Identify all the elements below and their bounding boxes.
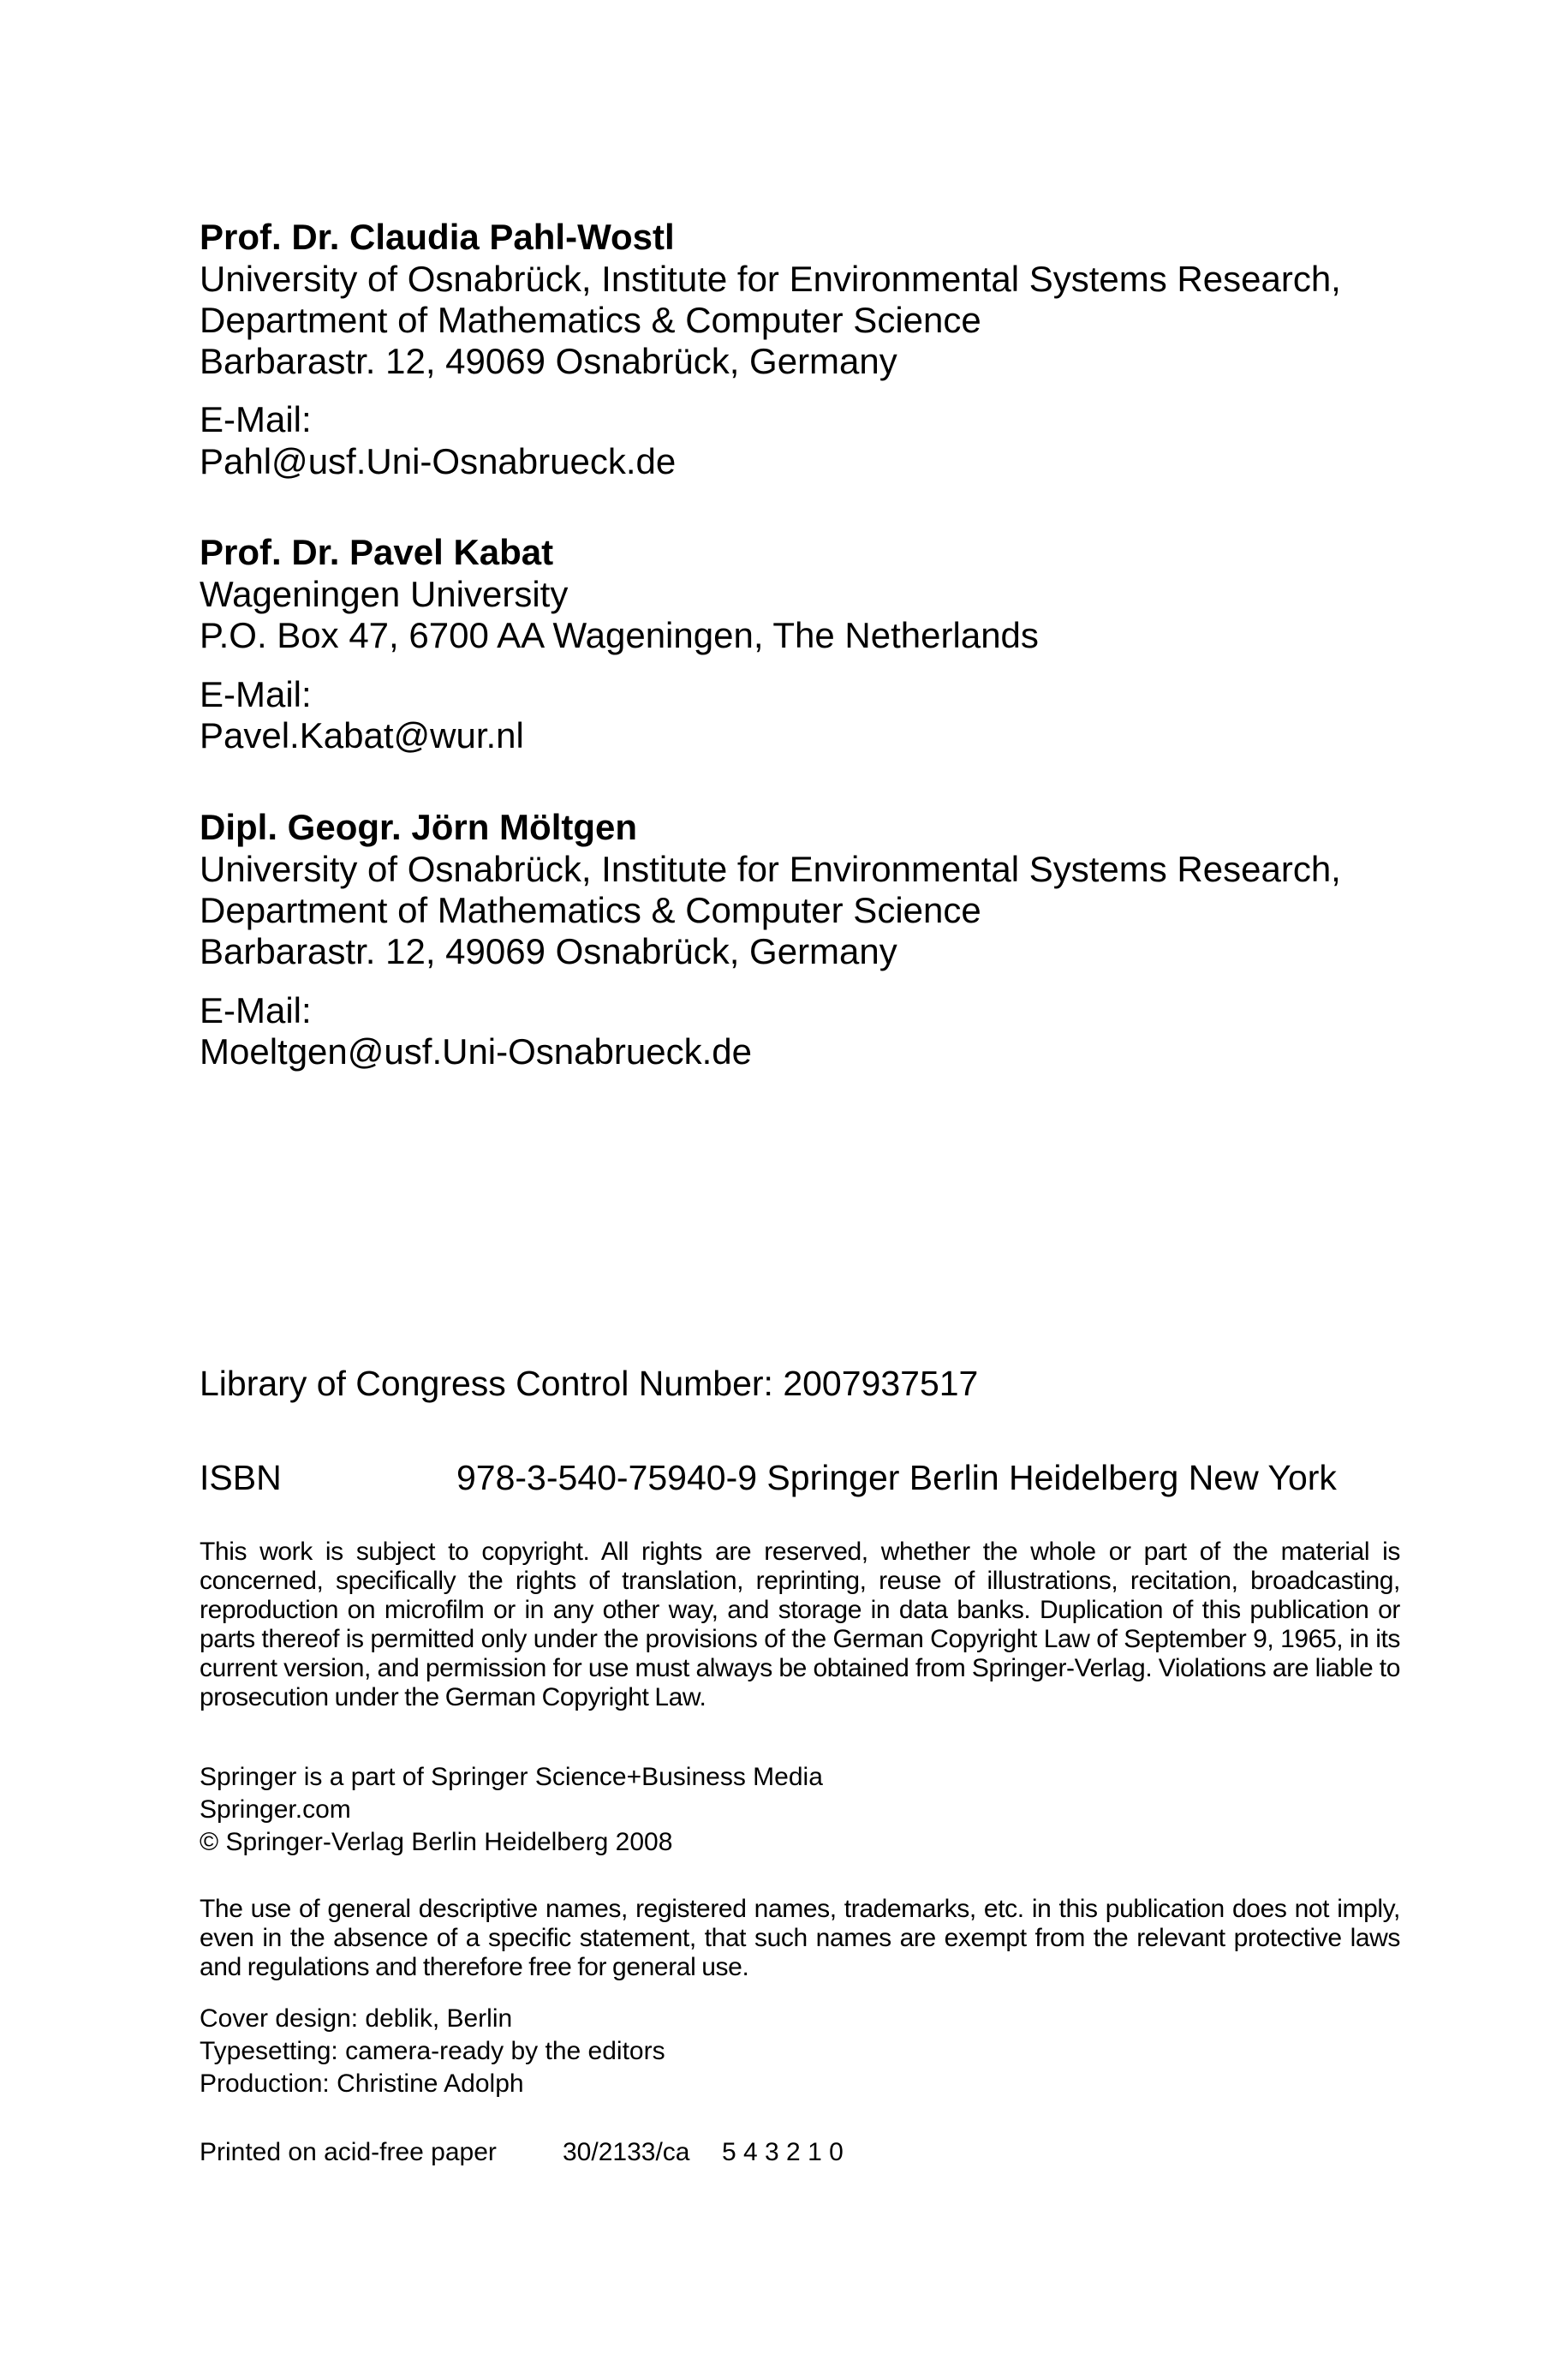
trademark-notice: The use of general descriptive names, registered names, trademarks, etc. in this publication does not imply, even in the absence of a specific statement, that such names are exempt from the relevant protective laws and regulations and therefore free for general use.	[200, 1895, 1400, 1981]
email-address: Pavel.Kabat@wur.nl	[200, 715, 524, 756]
loc-control-number: Library of Congress Control Number: 2007937517	[200, 1364, 979, 1403]
print-code: 30/2133/ca	[563, 2138, 690, 2166]
isbn-value: 978-3-540-75940-9 Springer Berlin Heidelberg New York	[456, 1458, 1337, 1497]
copyright-notice: This work is subject to copyright. All rights are reserved, whether the whole or part of the material is concerned, specifically the rights of translation, reprinting, reuse of illustrations, recitation, broadcasting, reproduction on microfilm or in any other way, and storage in data banks. Duplication of this publication or parts thereof is permitted only under the provisions of the German Copyright Law of September 9, 1965, in its current version, and permission for use must always be obtained from Springer-Verlag. Violations are liable to prosecution under the German Copyright Law.	[200, 1538, 1400, 1711]
copyright-line: © Springer-Verlag Berlin Heidelberg 2008	[200, 1828, 673, 1856]
address-line: University of Osnabrück, Institute for Environmental Systems Research,	[200, 849, 1341, 889]
email-label: E-Mail:	[200, 990, 312, 1030]
page-content	[200, 0, 1398, 2377]
cover-design-credit: Cover design: deblik, Berlin	[200, 2004, 513, 2033]
address-line: Wageningen University	[200, 574, 569, 614]
author-name: Prof. Dr. Pavel Kabat	[200, 532, 554, 572]
publisher-website: Springer.com	[200, 1795, 351, 1824]
paper-note: Printed on acid-free paper	[200, 2138, 497, 2166]
email-address: Moeltgen@usf.Uni-Osnabrueck.de	[200, 1031, 752, 1072]
address-line: Department of Mathematics & Computer Science	[200, 890, 981, 930]
isbn-row	[200, 1456, 1398, 1499]
printed-info	[200, 2136, 1398, 2168]
author-name: Dipl. Geogr. Jörn Möltgen	[200, 807, 638, 847]
isbn-label: ISBN	[200, 1458, 282, 1497]
publisher-line: Springer is a part of Springer Science+Business Media	[200, 1763, 823, 1791]
print-run: 5 4 3 2 1 0	[722, 2138, 844, 2166]
address-line: Barbarastr. 12, 49069 Osnabrück, Germany	[200, 931, 897, 971]
author-name: Prof. Dr. Claudia Pahl-Wostl	[200, 217, 675, 257]
typesetting-credit: Typesetting: camera-ready by the editors	[200, 2037, 665, 2065]
address-line: P.O. Box 47, 6700 AA Wageningen, The Netherlands	[200, 615, 1039, 655]
production-credit: Production: Christine Adolph	[200, 2069, 524, 2098]
address-line: Barbarastr. 12, 49069 Osnabrück, Germany	[200, 341, 897, 381]
email-label: E-Mail:	[200, 399, 312, 439]
email-address: Pahl@usf.Uni-Osnabrueck.de	[200, 441, 677, 481]
email-label: E-Mail:	[200, 674, 312, 714]
address-line: University of Osnabrück, Institute for Environmental Systems Research,	[200, 259, 1341, 299]
address-line: Department of Mathematics & Computer Science	[200, 300, 981, 340]
